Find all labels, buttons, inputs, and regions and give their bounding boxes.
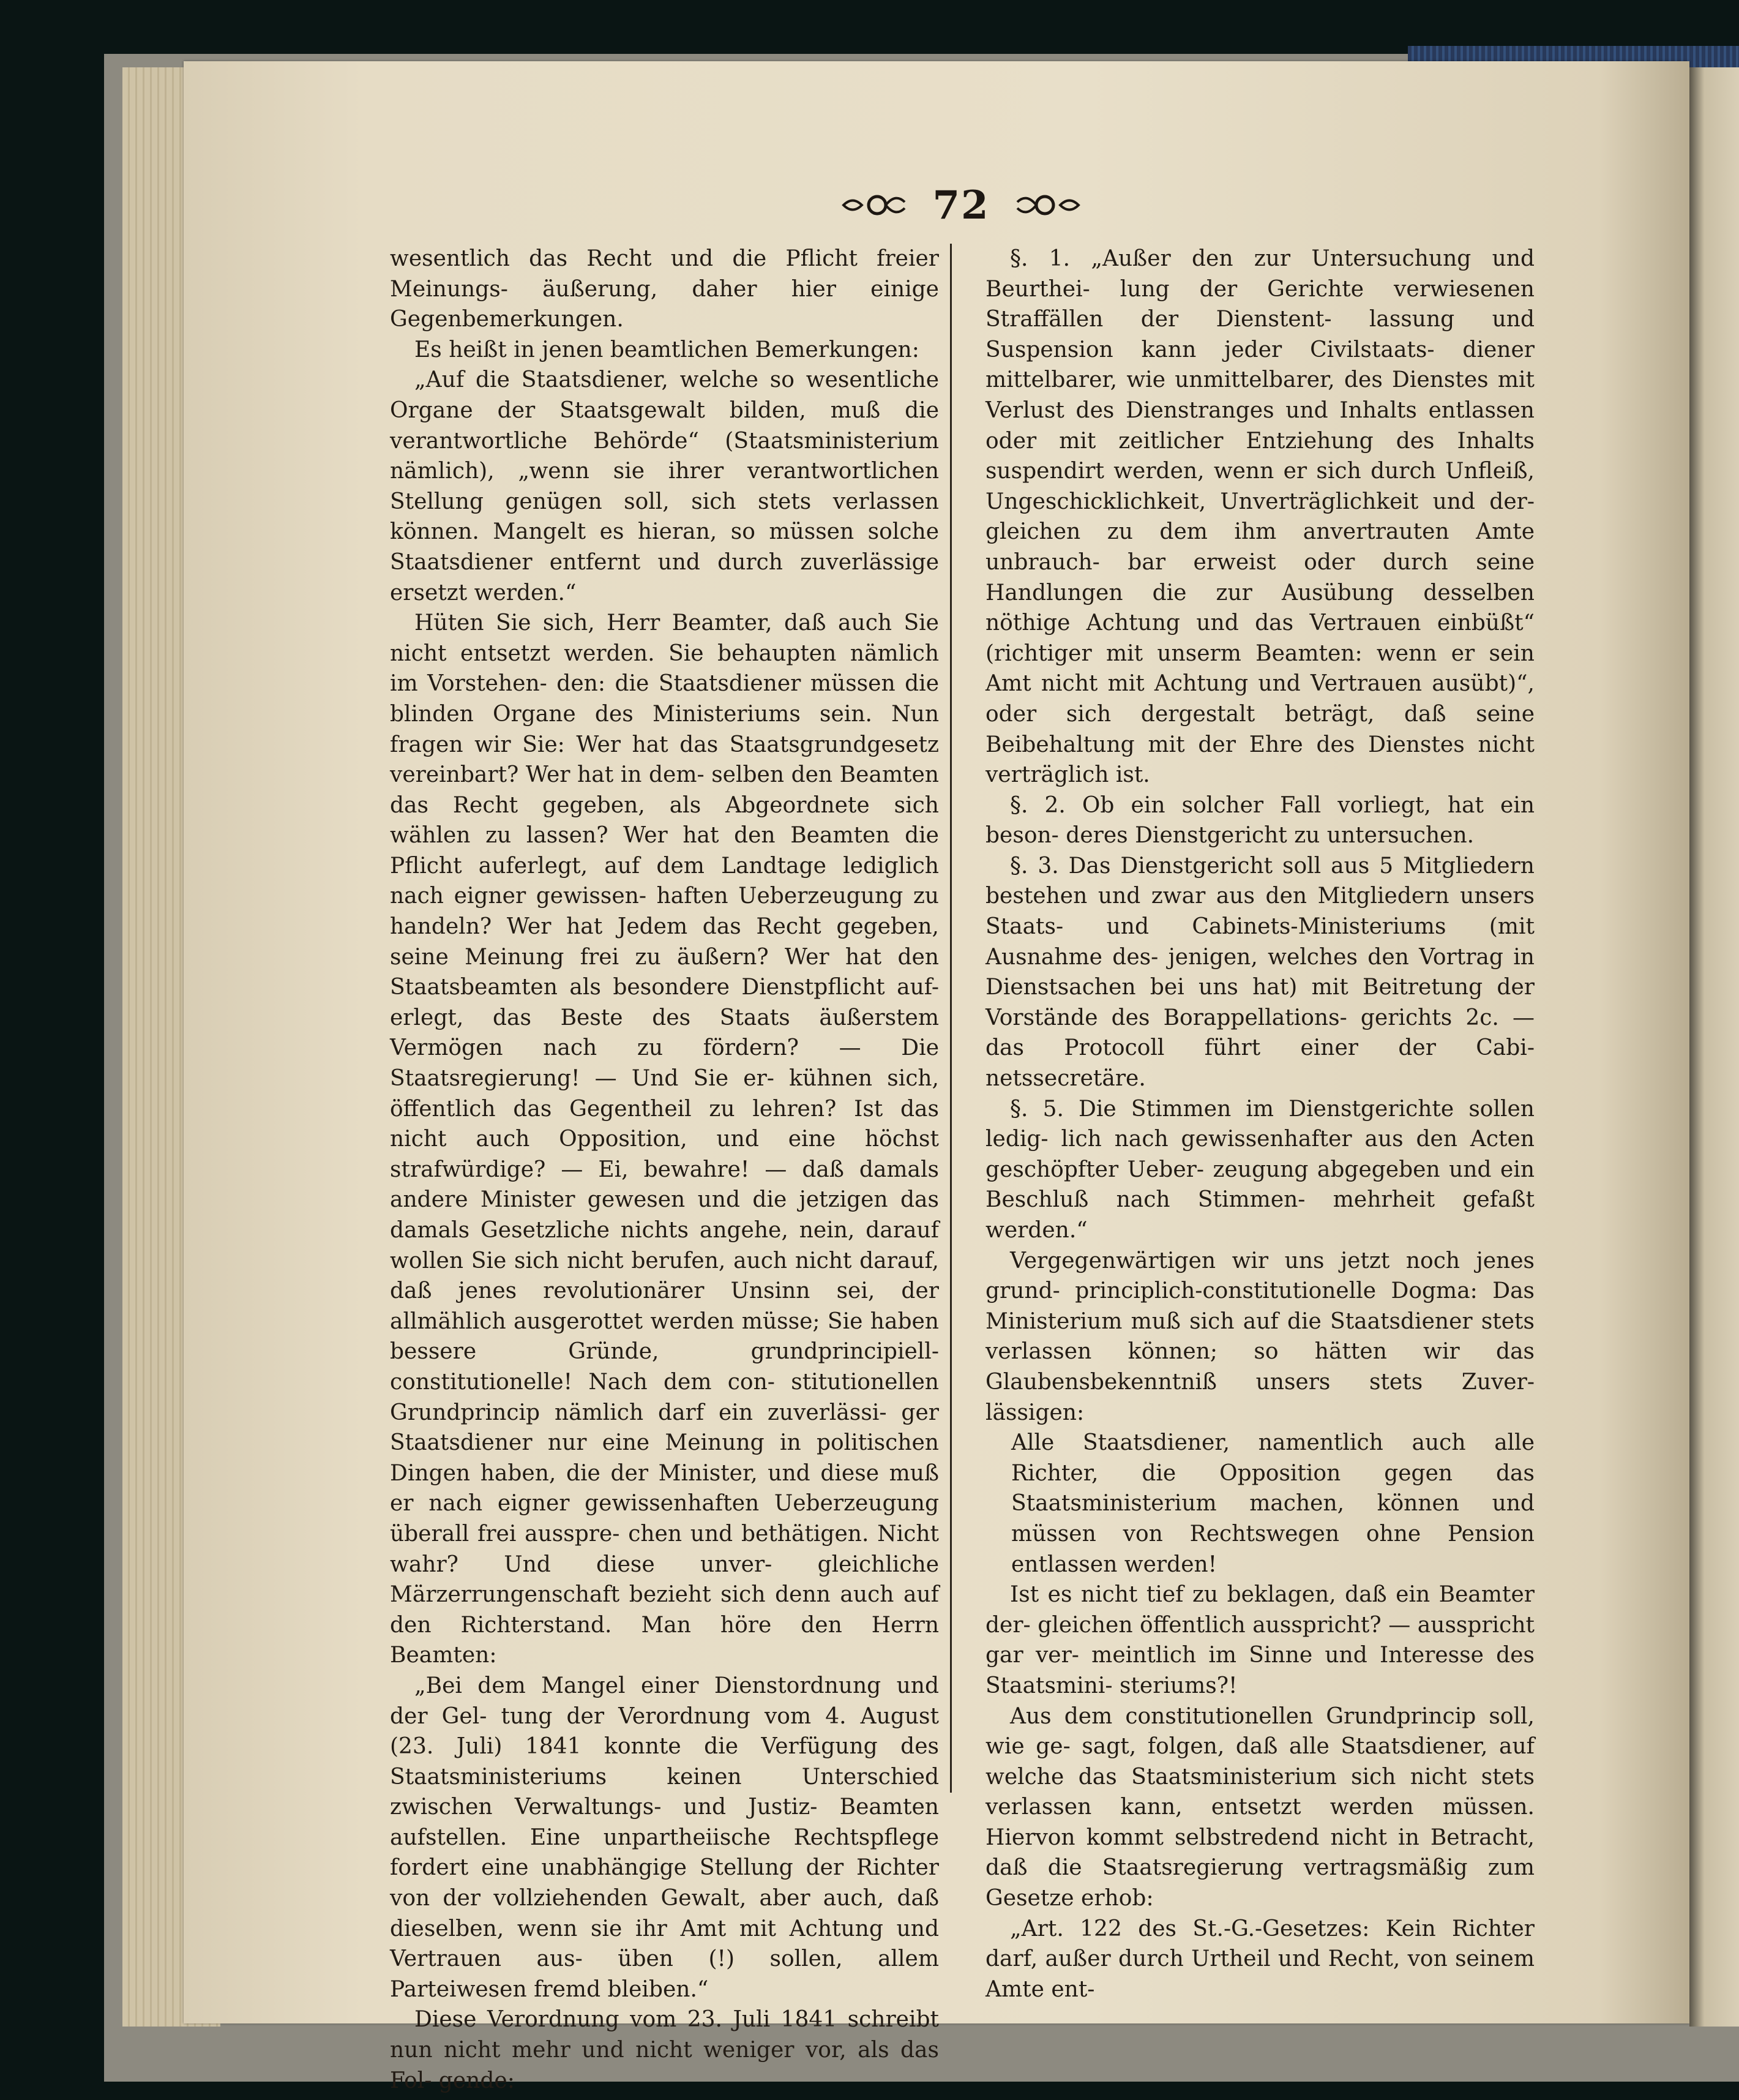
- paragraph: Vergegenwärtigen wir uns jetzt noch jenes grund- principlich-constitutionelle Dogma: Das Ministerium muß sich auf die Staatsdiener stets verlassen können; so hätten wir das Glaubensbekenntniß unsers stets Zuver- lässigen:: [985, 1248, 1535, 1425]
- paragraph: „Bei dem Mangel einer Dienstordnung und der Gel- tung der Verordnung vom 4. August (23. Juli) 1841 konnte die Verfügung des Staatsministeriums keinen Unterschied zwischen Verwaltungs- und Justiz- Beamten aufstellen. Eine unpartheiische Rechtspflege fordert eine unabhängige Stellung der Richter von der vollziehenden Gewalt, aber auch, daß dieselben, wenn sie ihr Amt mit Achtung und Vertrauen aus- üben (!) sollen, allem Parteiwesen fremd bleiben.“: [390, 1673, 939, 2002]
- left-column: [390, 244, 939, 2096]
- paragraph: Hüten Sie sich, Herr Beamter, daß auch Sie nicht entsetzt werden. Sie behaupten nämlich im Vorstehen- den: die Staatsdiener müssen die blinden Organe des Ministeriums sein. Nun fragen wir Sie: Wer hat das Staatsgrundgesetz vereinbart? Wer hat in dem- selben den Beamten das Recht gegeben, als Abgeordnete sich wählen zu lassen? Wer hat den Beamten die Pflicht auferlegt, auf dem Landtage lediglich nach eigner gewissen- haften Ueberzeugung zu handeln? Wer hat Jedem das Recht gegeben, seine Meinung frei zu äußern? Wer hat den Staatsbeamten als besondere Dienstpflicht auf- erlegt, das Beste des Staats äußerstem Vermögen nach zu fördern? — Die Staatsregierung! — Und Sie er- kühnen sich, öffentlich das Gegentheil zu lehren? Ist das nicht auch Opposition, und eine höchst strafwürdige? — Ei, bewahre! — daß damals andere Minister gewesen und die jetzigen das damals Gesetzliche nichts angehe, nein, darauf wollen Sie sich nicht berufen, auch nicht darauf, daß jenes revolutionärer Unsinn sei, der allmählich ausgerottet werden müsse; Sie haben bessere Gründe, grundprincipiell-constitutionelle! Nach dem con- stitutionellen Grundprincip nämlich darf ein zuverlässi- ger Staatsdiener nur eine Meinung in politischen Dingen haben, die der Minister, und diese muß er nach eigner gewissenhaften Ueberzeugung überall frei ausspre- chen und bethätigen. Nicht wahr? Und diese unver- gleichliche Märzerrungenschaft bezieht sich denn auch auf den Richterstand. Man höre den Herrn Beamten:: [390, 610, 939, 1668]
- paragraph: Es heißt in jenen beamtlichen Bemerkungen:: [414, 337, 919, 362]
- paragraph: Aus dem constitutionellen Grundprincip soll, wie ge- sagt, folgen, daß alle Staatsdiener, auf welche das Staatsministerium sich nicht stets verlassen kann, entsetzt werden müssen. Hiervon kommt selbstredend nicht in Betracht, daß die Staatsregierung vertragsmäßig zum Gesetze erhob:: [985, 1703, 1535, 1911]
- paragraph: §. 5. Die Stimmen im Dienstgerichte sollen ledig- lich nach gewissenhafter aus den Acten geschöpfter Ueber- zeugung abgegeben und ein Beschluß nach Stimmen- mehrheit gefaßt werden.“: [985, 1096, 1535, 1243]
- right-column: [985, 244, 1535, 2004]
- page-header: [820, 178, 1102, 233]
- paragraph: „Art. 122 des St.-G.-Gesetzes: Kein Richter darf, außer durch Urtheil und Recht, von seinem Amte ent-: [985, 1916, 1535, 2002]
- paragraph: §. 1. „Außer den zur Untersuchung und Beurthei- lung der Gerichte verwiesenen Straffällen der Dienstent- lassung und Suspension kann jeder Civilstaats- diener mittelbarer, wie unmittelbarer, des Dienstes mit Verlust des Dienstranges und Inhalts entlassen oder mit zeitlicher Entziehung des Inhalts suspendirt werden, wenn er sich durch Unfleiß, Ungeschicklichkeit, Unverträglichkeit und der- gleichen zu dem ihm anvertrauten Amte unbrauch- bar erweist oder durch seine Handlungen die zur Ausübung desselben nöthige Achtung und das Vertrauen einbüßt“ (richtiger mit unserm Beamten: wenn er sein Amt nicht mit Achtung und Vertrauen ausübt)“, oder sich dergestalt beträgt, daß seine Beibehaltung mit der Ehre des Dienstes nicht verträglich ist.: [985, 246, 1535, 788]
- paragraph: wesentlich das Recht und die Pflicht freier Meinungs- äußerung, daher hier einige Gegenbemerkungen.: [390, 246, 939, 332]
- paragraph: Ist es nicht tief zu beklagen, daß ein Beamter der- gleichen öffentlich ausspricht? — ausspricht gar ver- meintlich im Sinne und Interesse des Staatsmini- steriums?!: [985, 1582, 1535, 1698]
- paragraph: „Auf die Staatsdiener, welche so wesentliche Organe der Staatsgewalt bilden, muß die verantwortliche Behörde“ (Staatsministerium nämlich), „wenn sie ihrer verantwortlichen Stellung genügen soll, sich stets verlassen können. Mangelt es hieran, so müssen solche Staatsdiener entfernt und durch zuverlässige ersetzt werden.“: [390, 367, 939, 606]
- ornament-left-icon: [840, 190, 908, 220]
- paragraph: Diese Verordnung vom 23. Juli 1841 schreibt nun nicht mehr und nicht weniger vor, als das Fol- gende:: [390, 2007, 939, 2093]
- column-divider: [950, 244, 952, 1793]
- page-number: 72: [932, 182, 990, 228]
- paragraph: §. 2. Ob ein solcher Fall vorliegt, hat ein beson- deres Dienstgericht zu untersuchen.: [985, 792, 1535, 849]
- facing-page-edge: [1689, 67, 1739, 2027]
- paragraph: §. 3. Das Dienstgericht soll aus 5 Mitgliedern bestehen und zwar aus den Mitgliedern unsers Staats- und Cabinets-Ministeriums (mit Ausnahme des- jenigen, welches den Vortrag in Dienstsachen bei uns hat) mit Beitretung der Vorstände des Borappellations- gerichts 2c. — das Protocoll führt einer der Cabi- netssecretäre.: [985, 853, 1535, 1092]
- paragraph: Alle Staatsdiener, namentlich auch alle Richter, die Opposition gegen das Staatsministerium machen, können und müssen von Rechtswegen ohne Pension entlassen werden!: [1011, 1430, 1535, 1577]
- ornament-right-icon: [1014, 190, 1082, 220]
